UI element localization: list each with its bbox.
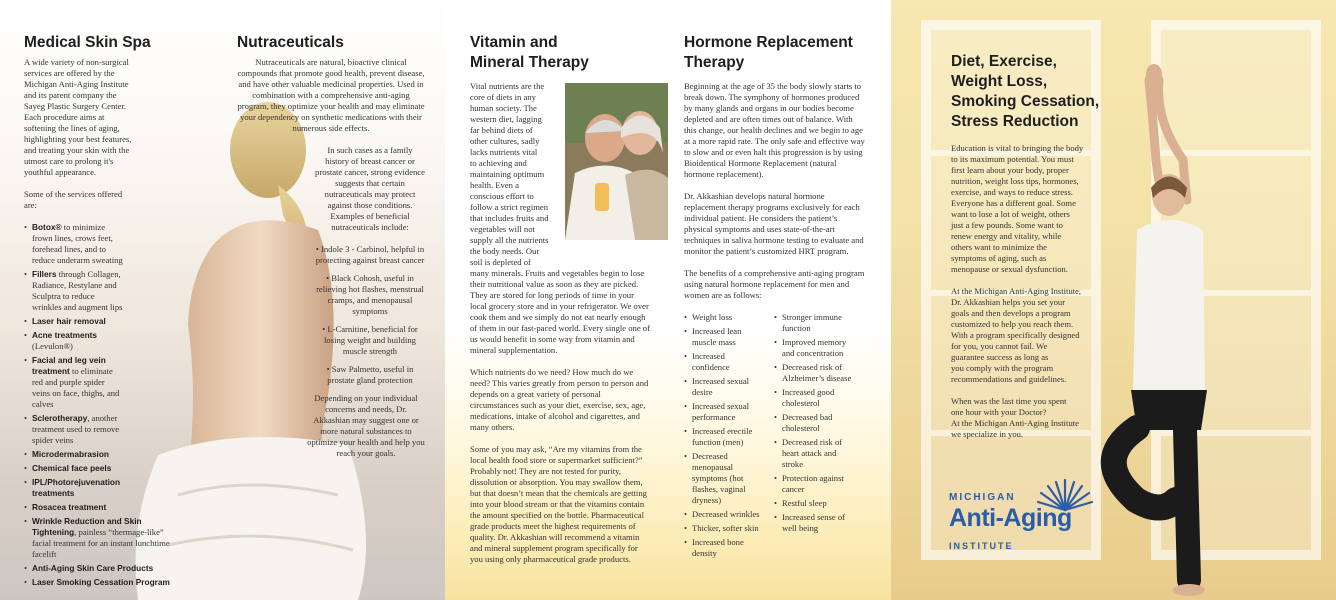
service-desc: to minimize frown lines, crows feet, forehead lines, and to reduce underarm sweating — [32, 222, 123, 265]
diet-para1-line: nutrition, weight loss tips, hormones, — [951, 176, 1079, 186]
diet-para1-line: renew energy and vitality, while — [951, 231, 1062, 241]
nutraceutical-item: • Indole 3 - Carbinol, helpful in protecting against breast cancer — [315, 244, 425, 265]
diet-para2-line: goals and then develops a program — [951, 308, 1071, 318]
diet-exercise-column — [951, 143, 1111, 451]
service-item — [24, 577, 174, 588]
diet-para3-line: When was the last time you spent — [951, 396, 1067, 406]
diet-para2-line: customized to help you reach them. — [951, 319, 1074, 329]
service-desc: (Levulon®) — [32, 341, 73, 351]
vitamin-intro-line: the body needs. Our — [470, 246, 540, 256]
diet-exercise-heading — [951, 52, 1099, 132]
logo-institute-text: INSTITUTE — [949, 541, 1014, 551]
benefit-item: • Decreased menopausal symptoms (hot flashes, vaginal dryness) — [684, 451, 762, 506]
vitamin-intro-line: core of diets in any — [470, 92, 536, 102]
service-item — [24, 316, 124, 327]
yoga-woman-illustration — [1081, 60, 1281, 600]
nutraceuticals-intro: Nutraceuticals are natural, bioactive clinical compounds that promote good health, prevent disease, and have other valuable medicinal properties. Used in combination with a comprehensive anti-aging program, they optimize your health and may eliminate your dependency on synthetic medications with their numerous side effects. — [237, 57, 425, 133]
hormone-para1: Beginning at the age of 35 the body slowly starts to break down. The symphony of hormones produced by many glands and organs in our bodies become depleted and are often times out of balance. With this change, our health declines and we begin to age at a more rapid rate. The only safe and effective way to slow and or even halt this progression is by using Bioidentical Hormone Replacement (natural hormone replacement). — [684, 81, 865, 179]
service-item — [24, 477, 124, 499]
services-list — [24, 222, 214, 588]
vitamin-intro-line: supply all the nutrients — [470, 235, 549, 245]
diet-para2-line: Dr. Akkashian helps you set your — [951, 297, 1066, 307]
service-name: Wrinkle Reduction and Skin Tightening — [32, 516, 142, 537]
service-desc: through Collagen, Radiance, Restylane and Sculptra to reduce wrinkles and augment lips — [32, 269, 123, 312]
service-name: Facial and leg vein treatment — [32, 355, 106, 376]
service-desc: , another treatment used to remove spider veins — [32, 413, 120, 445]
medical-skin-spa-heading: Medical Skin Spa — [24, 34, 151, 51]
vitamin-intro-line: health. Even a — [470, 180, 519, 190]
service-desc: to eliminate red and purple spider veins on face, thighs, and calves — [32, 366, 120, 409]
michigan-anti-aging-institute-logo — [949, 478, 1099, 558]
benefits-lists — [684, 312, 866, 562]
diet-para2 — [951, 286, 1111, 385]
benefit-item: • Increased bone density — [684, 537, 762, 559]
diet-heading-line: Weight Loss, — [951, 73, 1048, 90]
benefits-left-list — [684, 312, 762, 562]
diet-heading-line: Smoking Cessation, — [951, 93, 1100, 110]
service-item — [24, 502, 124, 513]
diet-para1-line: others want to minimize the — [951, 242, 1047, 252]
services-intro: Some of the services offered are: — [24, 189, 123, 210]
nutraceuticals-heading: Nutraceuticals — [237, 34, 344, 51]
hormone-heading — [684, 33, 853, 73]
service-name: IPL/Photorejuvenation treatments — [32, 477, 121, 498]
vitamin-intro-line: soil is depleted of — [470, 257, 531, 267]
skin-spa-intro: A wide variety of non-surgical services are offered by the Michigan Anti-Aging Institute and its parent company the Sayeg Plastic Surgery Center. Each procedure aims at softening the lines of aging, highlighting your best features, and treating your skin with the utmost care to prolong it's youthful appearance. — [24, 57, 132, 177]
diet-para3 — [951, 396, 1111, 440]
benefit-item: • Protection against cancer — [774, 473, 856, 495]
service-item — [24, 449, 124, 460]
benefit-item: • Thicker, softer skin — [684, 523, 762, 534]
service-name: Fillers — [32, 269, 57, 279]
panel-vitamin-hormone — [445, 0, 891, 600]
diet-para1-line: Everyone has a different goal. Some — [951, 198, 1076, 208]
diet-para2-line: At the Michigan Anti-Aging Institute, — [951, 286, 1082, 296]
service-name: Acne treatments — [32, 330, 98, 340]
diet-para1-line: Education is vital to bringing the body — [951, 143, 1084, 153]
benefit-item: • Stronger immune function — [774, 312, 856, 334]
diet-para2-line: guarantee success as long as — [951, 352, 1049, 362]
benefit-item: • Increased erectile function (men) — [684, 426, 762, 448]
service-desc: , painless “thermage-like” facial treatment for an instant lunchtime facelift — [32, 527, 170, 559]
vitamin-heading — [470, 33, 589, 73]
vitamin-para3: Some of you may ask, “Are my vitamins from the local health food store or supermarket sufficient?” Probably not! They are not tested for purity, dissolution or absorption. You may swallow them, but that doesn’t mean that the chemicals are getting into your blood stream or that the vitamins contain the amount specified on the bottle. Pharmaceutical grade products meet the highest requirements of quality. Dr. Akkashian will recommend a vitamin and mineral supplement program specifically for you using only pharmaceutical grade products. — [470, 444, 647, 564]
service-item — [24, 355, 124, 410]
benefit-item: • Restful sleep — [774, 498, 856, 509]
benefit-item: • Increased lean muscle mass — [684, 326, 762, 348]
service-item — [24, 413, 124, 446]
diet-para1-line: just a few pounds. Some want to — [951, 220, 1063, 230]
vitamin-intro-line: that includes fruits and — [470, 213, 549, 223]
diet-heading-line: Diet, Exercise, — [951, 53, 1057, 70]
vitamin-intro-line: to achieving and — [470, 158, 527, 168]
nutraceutical-item: • Black Cohosh, useful in relieving hot flashes, menstrual cramps, and menopausal symptoms — [316, 273, 424, 316]
diet-para1-line: menopause or sexual dysfunction. — [951, 264, 1068, 274]
hormone-heading-line1: Hormone Replacement — [684, 34, 853, 51]
vitamin-intro-line: follow a strict regimen — [470, 202, 549, 212]
skin-spa-column — [24, 57, 214, 591]
benefit-item: • Increased sexual performance — [684, 401, 762, 423]
benefits-right-list — [774, 312, 856, 562]
panel-skin-spa-nutraceuticals — [0, 0, 445, 600]
benefit-item: • Increased good cholesterol — [774, 387, 856, 409]
service-name: Laser hair removal — [32, 316, 106, 326]
hormone-para3: The benefits of a comprehensive anti-aging program using natural hormone replacement for men and women are as follows: — [684, 268, 865, 300]
diet-para3-line: At the Michigan Anti-Aging Institute — [951, 418, 1079, 428]
vitamin-intro-line: other cultures, sadly — [470, 136, 540, 146]
vitamin-intro-line: conscious effort to — [470, 191, 534, 201]
service-item — [24, 516, 174, 560]
diet-para1-line: want to lose a lot of weight, others — [951, 209, 1070, 219]
diet-heading-line: Stress Reduction — [951, 113, 1079, 130]
diet-para1-line: exercise, and ways to reduce stress. — [951, 187, 1073, 197]
service-name: Botox® — [32, 222, 62, 232]
service-item — [24, 463, 124, 474]
vitamin-para1-rest: many minerals. Fruits and vegetables begin to lose their nutritional value as soon as they are picked. They are stored for long periods of time in your local grocery store and in your refrigerator. We over cook them and we simply do not eat nearly enough of them in our fast-paced world. Every single one of us would benefit in some way from vitamin and mineral supplementation. — [470, 268, 650, 355]
benefit-item: • Decreased risk of heart attack and stroke — [774, 437, 856, 470]
nutraceutical-item: • L-Carnitine, beneficial for losing weight and building muscle strength — [322, 324, 418, 356]
vitamin-heading-line1: Vitamin and — [470, 34, 558, 51]
service-name: Anti-Aging Skin Care Products — [32, 563, 154, 573]
service-name: Chemical face peels — [32, 463, 112, 473]
benefit-item: • Decreased wrinkles — [684, 509, 762, 520]
diet-para2-line: for you, you cannot fail. We — [951, 341, 1048, 351]
vitamin-intro-line: lacks nutrients vital — [470, 147, 538, 157]
vitamin-intro-line: vegetables will not — [470, 224, 535, 234]
benefit-item: • Increased sexual desire — [684, 376, 762, 398]
vitamin-intro-line: far behind diets of — [470, 125, 533, 135]
diet-para1-line: first learn about your body, proper — [951, 165, 1069, 175]
nutraceuticals-list — [315, 244, 425, 386]
vitamin-intro-line: western diet, lagging — [470, 114, 542, 124]
service-item — [24, 269, 124, 313]
hormone-para2: Dr. Akkashian develops natural hormone replacement therapy programs exclusively for each individual patient. He considers the patient’s physical symptoms and uses state-of-the-art techniques in saliva hormone testing to evaluate and monitor the patient’s customized HRT program. — [684, 191, 864, 256]
vitamin-wrapped-intro — [470, 81, 562, 268]
service-item — [24, 222, 124, 266]
diet-para1 — [951, 143, 1111, 275]
hormone-heading-line2: Therapy — [684, 54, 745, 71]
service-name: Microdermabrasion — [32, 449, 109, 459]
panel-diet-exercise — [891, 0, 1336, 600]
benefit-item: • Improved memory and concentration — [774, 337, 856, 359]
hormone-column — [684, 81, 866, 562]
diet-para3-line: we specialize in you. — [951, 429, 1024, 439]
benefit-item: • Increased confidence — [684, 351, 762, 373]
benefit-item: • Increased sense of well being — [774, 512, 856, 534]
vitamin-para2: Which nutrients do we need? How much do we need? This varies greatly from person to person and depends on a great variety of personal circumstances such as your diet, exercise, sex, age, medications, intake of alcohol and cigarettes, and many others. — [470, 367, 649, 432]
nutraceuticals-para2: In such cases as a family history of breast cancer or prostate cancer, strong evidence suggests that certain nutraceuticals may protect against those conditions. Examples of beneficial nutraceuticals include: — [315, 145, 425, 232]
benefit-item: • Decreased risk of Alzheimer’s disease — [774, 362, 856, 384]
benefit-item: • Weight loss — [684, 312, 762, 323]
logo-michigan-text: MICHIGAN — [949, 492, 1016, 503]
diet-para2-line: recommendations and guidelines. — [951, 374, 1067, 384]
nutraceutical-item: • Saw Palmetto, useful in prostate gland protection — [326, 364, 414, 385]
diet-para2-line: With a program specifically designed — [951, 330, 1080, 340]
nutraceuticals-column — [237, 57, 425, 470]
vitamin-heading-line2: Mineral Therapy — [470, 54, 589, 71]
nutraceuticals-closing: Depending on your individual concerns and needs, Dr. Akkashian may suggest one or more natural substances to optimize your health and help you reach your goals. — [307, 393, 425, 458]
diet-para2-line: you comply with the program — [951, 363, 1054, 373]
service-name: Sclerotherapy — [32, 413, 88, 423]
diet-para1-line: to its maximum potential. You must — [951, 154, 1074, 164]
vitamin-column — [470, 81, 650, 576]
service-item — [24, 563, 174, 574]
diet-para1-line: symptoms of aging, such as — [951, 253, 1047, 263]
benefit-item: • Decreased bad cholesterol — [774, 412, 856, 434]
service-item — [24, 330, 124, 352]
logo-anti-aging-text: Anti-Aging — [949, 504, 1072, 532]
diet-para3-line: one hour with your Doctor? — [951, 407, 1047, 417]
vitamin-intro-line: maintaining optimum — [470, 169, 545, 179]
vitamin-intro-line: human society. The — [470, 103, 537, 113]
service-name: Rosacea treatment — [32, 502, 107, 512]
vitamin-intro-line: Vital nutrients are the — [470, 81, 545, 91]
service-name: Laser Smoking Cessation Program — [32, 577, 170, 587]
